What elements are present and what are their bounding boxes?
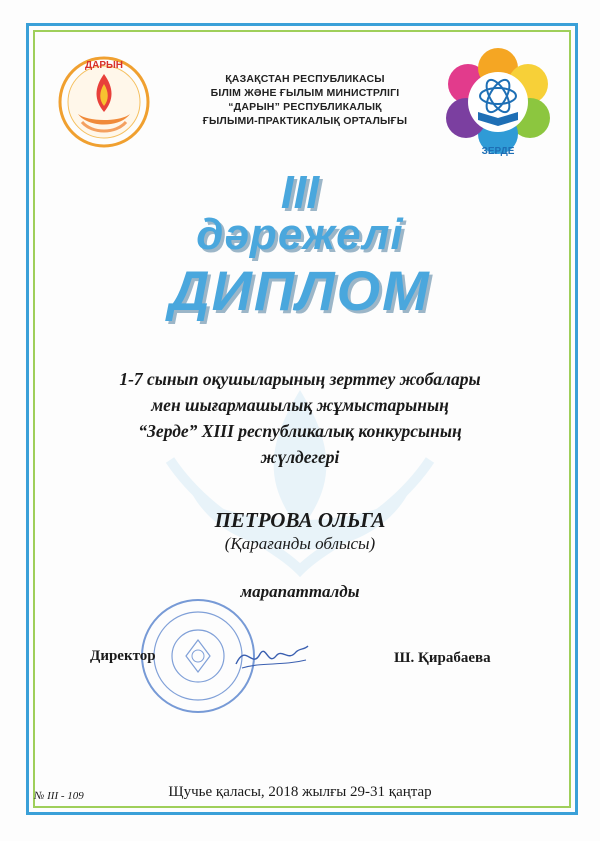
signatory-name: Ш. Қирабаева <box>394 650 491 666</box>
awarded-text: марапатталды <box>240 582 360 601</box>
certificate-number: № III - 109 <box>34 790 84 802</box>
org-line-2: БІЛІМ ЖӘНЕ ҒЫЛЫМ МИНИСТРЛІГІ <box>210 87 400 99</box>
svg-text:ДАРЫН: ДАРЫН <box>84 60 124 71</box>
description-line-4: жүлдегері <box>260 447 340 467</box>
signatory-role: Директор <box>90 648 156 664</box>
director-signature <box>232 636 312 676</box>
diploma-title: ДИПЛОМ <box>169 259 431 322</box>
daryn-logo <box>48 52 160 152</box>
recipient-name: ПЕТРОВА ОЛЬГА <box>214 508 386 532</box>
org-line-3: “ДАРЫН” РЕСПУБЛИКАЛЫҚ <box>228 101 382 113</box>
award-description <box>80 366 520 470</box>
recipient-region: (Қарағанды облысы) <box>224 534 376 553</box>
degree-roman: III <box>280 166 320 218</box>
degree-word: дәрежелі <box>196 210 404 259</box>
organization-header <box>160 72 450 128</box>
description-line-3: “Зерде” XIII республикалық конкурсының <box>138 421 462 441</box>
place-and-date: Щучье қаласы, 2018 жылғы 29-31 қаңтар <box>168 784 432 800</box>
svg-text:ЗЕРДЕ: ЗЕРДЕ <box>481 146 515 157</box>
org-line-1: ҚАЗАҚСТАН РЕСПУБЛИКАСЫ <box>225 73 385 85</box>
description-line-1: 1-7 сынып оқушыларының зерттеу жобалары <box>119 369 481 389</box>
zerde-logo <box>438 46 558 158</box>
org-line-4: ҒЫЛЫМИ-ПРАКТИКАЛЫҚ ОРТАЛЫҒЫ <box>202 115 408 127</box>
description-line-2: мен шығармашылық жұмыстарының <box>151 395 449 415</box>
